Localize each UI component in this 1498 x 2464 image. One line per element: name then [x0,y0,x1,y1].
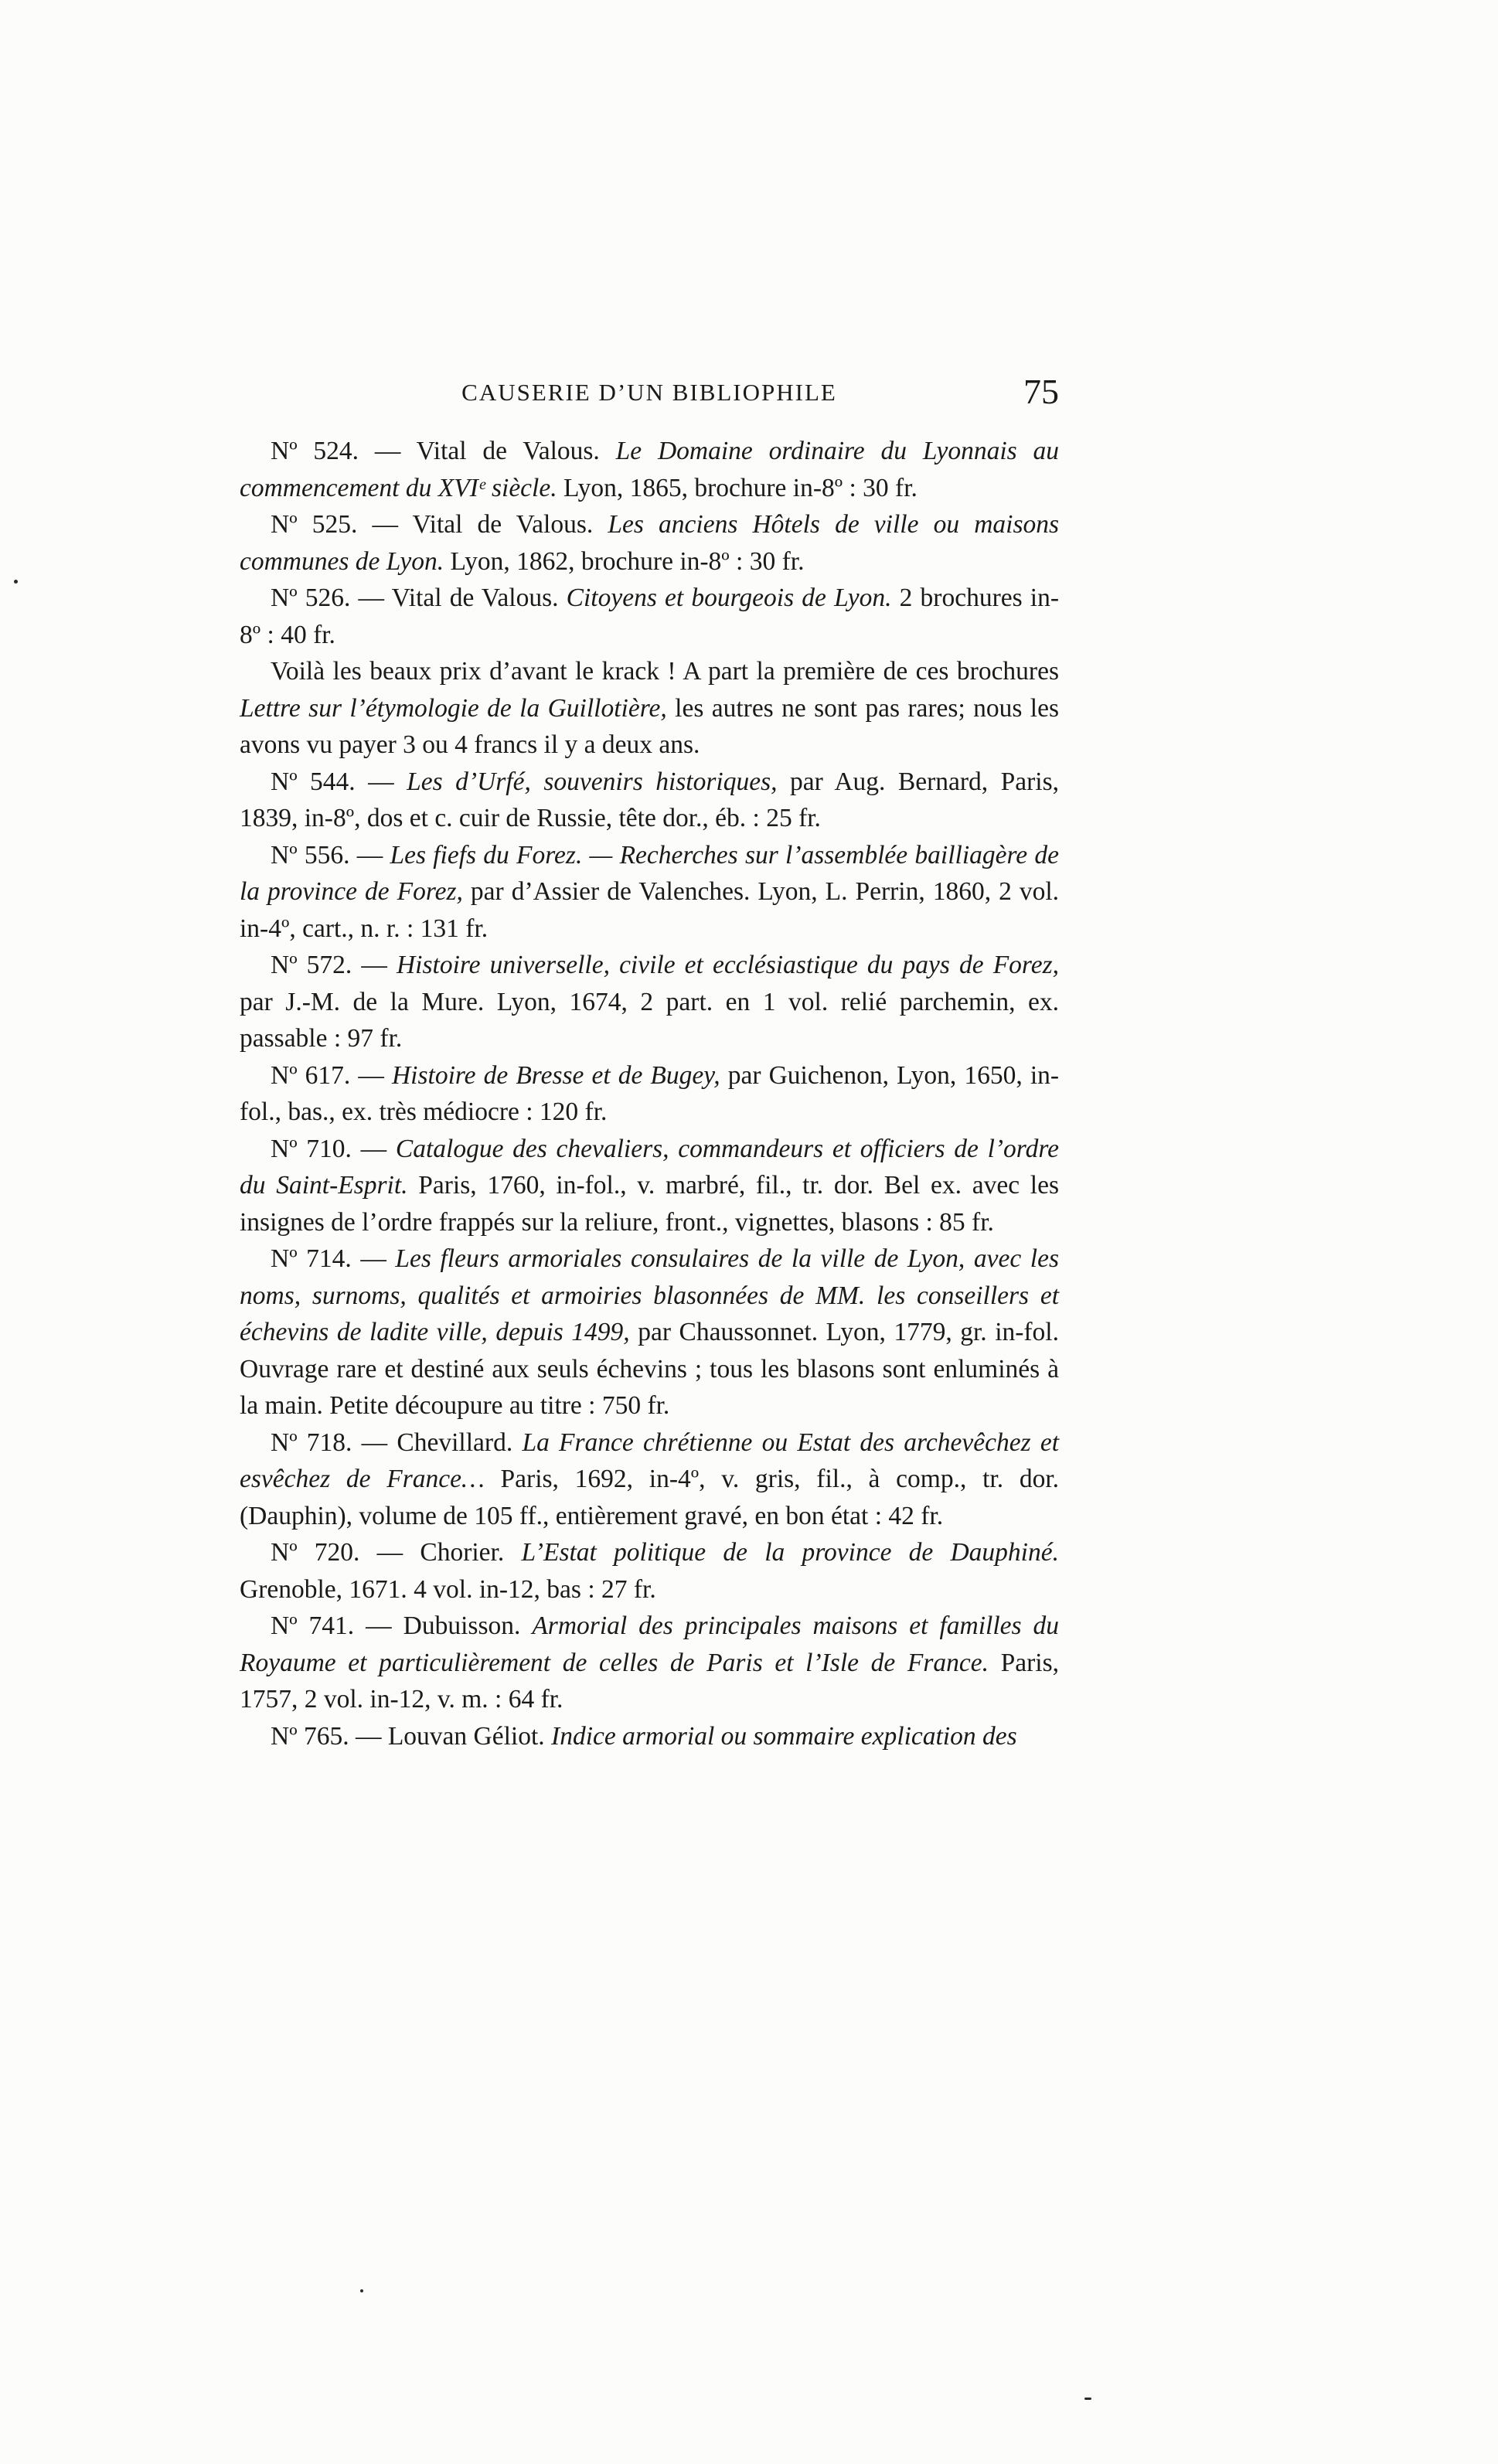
commentary-title: Lettre sur l’étymologie de la Guillotière, [240,693,667,723]
entry-title: Indice armorial ou sommaire explication des [551,1721,1017,1751]
entry-details: par Aug. Bernard, Paris, 1839, in-8º, dos et c. cuir de Russie, tête dor., éb. : 25 fr. [240,767,1060,832]
entry-556 [240,837,1059,948]
entry-author: Dubuisson. [403,1611,521,1640]
entry-details: par Guichenon, Lyon, 1650, in-fol., bas., ex. très médiocre : 120 fr. [240,1060,1060,1126]
entry-number: Nº 572. [271,951,352,979]
entry-dash: — [368,767,394,796]
page-header [240,371,1059,417]
entry-title: Les d’Urfé, souvenirs historiques, [407,767,778,796]
entry-number: Nº 714. [271,1244,352,1273]
entry-title: Les fiefs du Forez. — Recherches sur l’assemblée bailliagère de la province de Forez, [240,840,1060,906]
entry-title: Catalogue des chevaliers, commandeurs et officiers de l’ordre du Saint-Esprit. [240,1134,1060,1200]
entry-title: Le Domaine ordinaire du Lyonnais au commencement du XVIᵉ siècle. [240,437,1059,502]
page-number: 75 [1023,372,1059,411]
commentary-text: Voilà les beaux prix d’avant le krack ! A part la première de ces brochures [271,657,1059,686]
entry-title: L’Estat politique de la province de Dauphiné. [521,1538,1059,1567]
entry-number: Nº 525. [271,510,358,539]
entry-number: Nº 524. [271,437,359,465]
entry-dash: — [366,1611,392,1640]
entry-dash: — [372,510,398,539]
scan-speck [360,2289,363,2292]
entry-718 [240,1424,1059,1535]
entry-714 [240,1241,1059,1424]
entry-author: Vital de Valous. [391,584,559,612]
commentary-paragraph [240,653,1059,764]
page-body [240,433,1059,1754]
entry-details: Lyon, 1865, brochure in-8º : 30 fr. [563,473,918,502]
entry-number: Nº 765. [271,1721,349,1751]
running-title: CAUSERIE D’UN BIBLIOPHILE [461,379,837,406]
entry-details: Paris, 1692, in-4º, v. gris, fil., à comp., tr. dor. (Dauphin), volume de 105 ff., entièrement gravé, en bon état : 42 fr. [240,1465,1060,1530]
entry-number: Nº 710. [271,1134,352,1163]
entry-title: Armorial des principales maisons et familles du Royaume et particulièrement de celles de Paris et l’Isle de France. [240,1611,1060,1677]
entry-741 [240,1608,1059,1718]
entry-number: Nº 617. [271,1060,351,1090]
entry-details: Paris, 1757, 2 vol. in-12, v. m. : 64 fr. [240,1648,1060,1714]
entry-617 [240,1057,1059,1131]
entry-572 [240,947,1059,1057]
entry-details: Lyon, 1862, brochure in-8º : 30 fr. [450,546,805,576]
entry-details: Paris, 1760, in-fol., v. marbré, fil., tr. dor. Bel ex. avec les insignes de l’ordre frappés sur la reliure, front., vignettes, blasons : 85 fr. [240,1171,1059,1237]
entry-number: Nº 741. [271,1611,355,1640]
entry-details: par d’Assier de Valenches. Lyon, L. Perrin, 1860, 2 vol. in-4º, cart., n. r. : 131 fr. [240,877,1059,943]
entry-title: La France chrétienne ou Estat des archevêchez et esvêchez de France… [240,1428,1060,1493]
entry-dash: — [361,1428,388,1457]
entry-765 [240,1718,1059,1755]
entry-author: Vital de Valous. [412,510,594,539]
entry-525 [240,506,1059,580]
entry-524 [240,433,1059,506]
entry-title: Histoire universelle, civile et ecclésiastique du pays de Forez, [396,951,1060,979]
entry-author: Chevillard. [397,1428,513,1457]
entry-dash: — [360,1134,387,1163]
entry-author: Chorier. [420,1538,505,1567]
entry-details: par J.-M. de la Mure. Lyon, 1674, 2 part. en 1 vol. relié parchemin, ex. passable : 97 fr. [240,987,1059,1053]
entry-title: Les fleurs armoriales consulaires de la ville de Lyon, avec les noms, surnoms, qualités et armoiries blasonnées de MM. les conseillers et échevins de ladite ville, depuis 1499, [240,1244,1059,1346]
entry-dash: — [358,1060,384,1090]
entry-number: Nº 720. [271,1538,360,1567]
entry-526 [240,580,1059,653]
entry-details: Grenoble, 1671. 4 vol. in-12, bas : 27 fr. [240,1574,656,1604]
entry-dash: — [358,584,385,612]
entry-title: Citoyens et bourgeois de Lyon. [566,584,892,612]
entry-dash: — [360,1244,386,1273]
entry-author: Louvan Géliot. [387,1721,545,1751]
entry-details: par Chaussonnet. Lyon, 1779, gr. in-fol. Ouvrage rare et destiné aux seuls échevins ; tous les blasons sont enluminés à la main. Petite découpure au titre : 750 fr. [240,1318,1059,1420]
entry-544 [240,764,1059,837]
commentary-text: les autres ne sont pas rares; nous les avons vu payer 3 ou 4 francs il y a deux ans. [240,693,1060,759]
entry-dash: — [356,840,383,870]
entry-number: Nº 544. [271,767,356,796]
entry-number: Nº 556. [271,840,350,870]
entry-dash: — [355,1721,382,1751]
scan-speck [14,580,18,584]
entry-dash: — [376,1538,403,1567]
entry-author: Vital de Valous. [416,437,600,465]
entry-710 [240,1131,1059,1241]
scan-speck [1084,2398,1091,2400]
entry-number: Nº 526. [271,584,351,612]
entry-720 [240,1534,1059,1608]
entry-title: Les anciens Hôtels de ville ou maisons communes de Lyon. [240,510,1060,576]
entry-title: Histoire de Bresse et de Bugey, [391,1060,720,1090]
entry-dash: — [374,437,401,465]
entry-dash: — [361,951,387,979]
entry-details: 2 brochures in-8º : 40 fr. [240,584,1060,649]
entry-number: Nº 718. [271,1428,352,1457]
